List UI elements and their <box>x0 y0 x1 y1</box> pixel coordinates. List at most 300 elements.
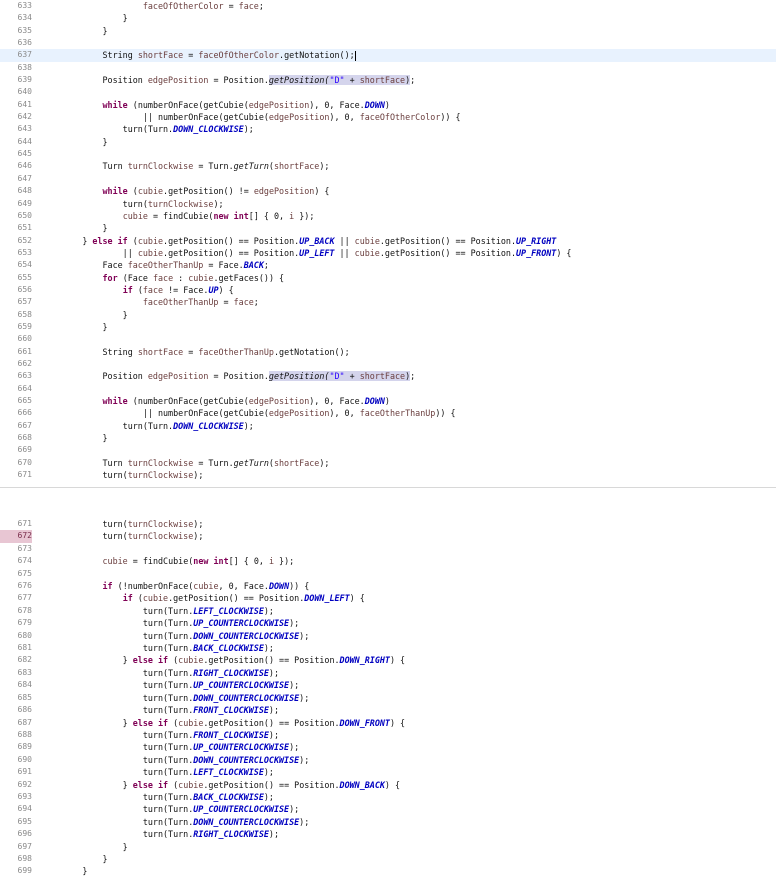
line-number: 689 <box>17 742 32 752</box>
code-text[interactable] <box>42 865 87 877</box>
code-text[interactable] <box>42 0 264 12</box>
code-token <box>42 581 103 591</box>
code-token: }); <box>274 556 295 567</box>
code-text[interactable] <box>42 284 234 296</box>
code-line[interactable] <box>0 654 776 666</box>
code-line[interactable] <box>0 704 776 716</box>
code-line[interactable] <box>0 49 776 61</box>
code-line[interactable] <box>0 432 776 444</box>
line-number: 671 <box>17 470 32 480</box>
code-line[interactable] <box>0 74 776 86</box>
code-text[interactable] <box>42 49 356 61</box>
code-token: = <box>183 346 199 357</box>
code-token: ); <box>268 705 279 716</box>
code-line[interactable] <box>0 160 776 172</box>
line-number: 655 <box>17 272 32 282</box>
code-text[interactable] <box>42 185 329 197</box>
code-line[interactable] <box>0 444 776 456</box>
code-line[interactable] <box>0 0 776 12</box>
line-number: 659 <box>17 321 32 331</box>
code-line[interactable] <box>0 395 776 407</box>
line-number: 638 <box>17 62 32 72</box>
code-token <box>42 297 143 307</box>
code-token: .getPosition() == Position. <box>163 235 300 246</box>
code-token <box>42 593 123 603</box>
code-token: BACK_CLOCKWISE <box>193 643 264 654</box>
code-token: cubie <box>354 247 380 258</box>
code-text[interactable] <box>42 704 279 716</box>
code-token: if <box>157 779 169 790</box>
code-line[interactable] <box>0 86 776 98</box>
code-text[interactable] <box>42 136 108 148</box>
code-token: ( <box>127 186 138 197</box>
code-line[interactable] <box>0 37 776 49</box>
code-token: face <box>152 272 174 283</box>
code-line[interactable] <box>0 136 776 148</box>
code-token: faceOtherThanUp <box>359 408 436 419</box>
code-token: else <box>132 655 153 666</box>
code-token: turnClockwise <box>127 531 194 542</box>
code-token: ), 0, Face. <box>309 396 365 406</box>
code-token: ); <box>268 667 279 678</box>
code-token: ) { <box>389 655 406 666</box>
code-token <box>42 556 103 566</box>
code-token: turn(Turn. <box>42 829 194 840</box>
code-line[interactable] <box>0 457 776 469</box>
code-line[interactable] <box>0 235 776 247</box>
code-token: "D" <box>329 371 345 382</box>
code-line[interactable] <box>0 555 776 567</box>
line-number: 678 <box>17 605 32 615</box>
code-token: } <box>42 655 133 666</box>
code-text[interactable] <box>42 346 350 358</box>
line-number: 658 <box>17 309 32 319</box>
code-line[interactable] <box>0 272 776 284</box>
code-token: ) <box>384 396 390 406</box>
code-text[interactable] <box>42 407 456 419</box>
code-text[interactable] <box>42 580 309 592</box>
code-line[interactable] <box>0 296 776 308</box>
code-text[interactable] <box>42 222 108 234</box>
code-token: FRONT_CLOCKWISE <box>193 705 269 716</box>
code-token: ; <box>410 371 416 382</box>
code-text[interactable] <box>42 766 274 778</box>
line-number: 690 <box>17 754 32 764</box>
code-text[interactable] <box>42 729 279 741</box>
line-number: 644 <box>17 136 32 146</box>
code-text[interactable] <box>42 816 309 828</box>
code-line[interactable] <box>0 309 776 321</box>
code-line[interactable] <box>0 605 776 617</box>
code-token: ), 0, Face. <box>309 99 365 110</box>
line-number: 685 <box>17 692 32 702</box>
code-token: ); <box>268 729 279 740</box>
code-text[interactable] <box>42 555 294 567</box>
code-text[interactable] <box>42 642 274 654</box>
code-token: shortFace <box>137 346 184 357</box>
code-line[interactable] <box>0 123 776 135</box>
code-token: DOWN_COUNTERCLOCKWISE <box>193 754 300 765</box>
code-token: )) { <box>435 408 456 419</box>
code-text[interactable] <box>42 296 259 308</box>
code-line[interactable] <box>0 865 776 877</box>
line-number: 660 <box>17 334 32 344</box>
code-line[interactable] <box>0 853 776 865</box>
code-token: ); <box>193 519 204 529</box>
code-token: turn( <box>42 470 128 481</box>
code-token: getTurn <box>233 161 269 172</box>
code-text[interactable] <box>42 741 299 753</box>
code-line[interactable] <box>0 358 776 370</box>
code-token: = findCubie( <box>127 556 194 567</box>
code-token: Turn <box>42 457 128 468</box>
code-text[interactable] <box>42 592 365 604</box>
code-line[interactable] <box>0 679 776 691</box>
code-token: ); <box>243 420 254 431</box>
code-token: turn(Turn. <box>42 605 194 616</box>
code-token: ( <box>268 161 274 172</box>
code-token: .getNotation(); <box>279 50 355 61</box>
code-token: if <box>122 284 133 295</box>
line-number: 636 <box>17 38 32 48</box>
code-token: turn( <box>42 198 148 209</box>
line-number: 668 <box>17 433 32 443</box>
code-line[interactable] <box>0 148 776 160</box>
code-line[interactable] <box>0 333 776 345</box>
code-line[interactable] <box>0 284 776 296</box>
line-number: 699 <box>17 866 32 876</box>
code-line[interactable] <box>0 580 776 592</box>
code-token: ( <box>168 779 179 790</box>
code-text[interactable] <box>42 692 309 704</box>
code-token: Turn <box>42 161 128 172</box>
code-line[interactable] <box>0 592 776 604</box>
code-text[interactable] <box>42 247 571 259</box>
code-line[interactable] <box>0 518 776 530</box>
code-token <box>42 396 103 406</box>
code-text[interactable] <box>42 779 400 791</box>
code-token: || <box>334 247 355 258</box>
code-token: new <box>193 556 209 567</box>
code-text[interactable] <box>42 259 269 271</box>
line-number: 680 <box>17 630 32 640</box>
code-token: DOWN <box>268 581 290 592</box>
code-token: shortFace <box>273 161 320 172</box>
code-text[interactable] <box>42 518 203 530</box>
code-token: } <box>42 309 128 320</box>
code-token: .getPosition() == Position. <box>203 779 340 790</box>
code-text[interactable] <box>42 272 284 284</box>
line-number: 650 <box>17 210 32 220</box>
code-token: getTurn <box>233 457 269 468</box>
code-token: = Turn. <box>193 161 234 172</box>
line-number: 691 <box>17 767 32 777</box>
line-number: 673 <box>17 543 32 553</box>
code-token: UP_FRONT <box>516 247 557 258</box>
line-number: 654 <box>17 260 32 270</box>
code-token: ; <box>263 260 269 271</box>
code-line[interactable] <box>0 198 776 210</box>
line-number: 674 <box>17 556 32 566</box>
code-token: ; <box>253 297 259 308</box>
code-text[interactable] <box>42 25 108 37</box>
code-line[interactable] <box>0 173 776 185</box>
code-text[interactable] <box>42 605 274 617</box>
line-number: 634 <box>17 13 32 23</box>
code-text[interactable] <box>42 530 203 542</box>
code-line[interactable] <box>0 62 776 74</box>
code-token: String <box>42 50 138 61</box>
code-token: int <box>233 210 249 221</box>
code-line[interactable] <box>0 617 776 629</box>
code-text[interactable] <box>42 198 224 210</box>
code-token: while <box>102 99 128 110</box>
code-token: } <box>42 223 108 234</box>
code-token: DOWN_LEFT <box>304 593 350 604</box>
code-token: .getPosition() == Position. <box>163 247 300 258</box>
code-line[interactable] <box>0 568 776 580</box>
code-token: ); <box>263 605 274 616</box>
code-token: if <box>122 593 133 604</box>
code-line[interactable] <box>0 729 776 741</box>
code-text[interactable] <box>42 395 390 407</box>
code-line[interactable] <box>0 111 776 123</box>
code-token: i <box>289 210 295 221</box>
code-token: (!numberOnFace( <box>112 581 194 592</box>
code-token: turn( <box>42 519 128 529</box>
code-token <box>42 100 103 110</box>
code-line[interactable] <box>0 692 776 704</box>
code-line[interactable] <box>0 469 776 481</box>
code-token: turnClockwise <box>127 470 194 481</box>
code-token: ( <box>132 284 143 295</box>
code-token: ); <box>299 692 310 703</box>
code-token: shortFace <box>273 457 320 468</box>
code-line[interactable] <box>0 12 776 24</box>
line-number: 698 <box>17 853 32 863</box>
code-token: } <box>42 779 133 790</box>
code-token: ); <box>243 124 254 135</box>
code-line[interactable] <box>0 754 776 766</box>
code-token: || <box>42 247 138 258</box>
code-token: while <box>102 396 128 406</box>
code-token: cubie <box>193 581 219 592</box>
code-token: .getPosition() == Position. <box>203 655 340 666</box>
code-token: ); <box>263 767 274 778</box>
code-token: .getPosition() != <box>163 186 254 197</box>
code-token: ( <box>127 235 138 246</box>
code-token: else <box>92 235 113 246</box>
code-token: DOWN_COUNTERCLOCKWISE <box>193 816 300 827</box>
code-token: turnClockwise <box>127 519 194 529</box>
code-token: turn(Turn. <box>42 630 194 641</box>
code-text[interactable] <box>42 828 279 840</box>
line-number: 640 <box>17 87 32 97</box>
code-token: cubie <box>188 272 214 283</box>
code-token: cubie <box>178 779 204 790</box>
code-text[interactable] <box>42 123 254 135</box>
code-token: turnClockwise <box>147 198 214 209</box>
code-line[interactable] <box>0 210 776 222</box>
code-text[interactable] <box>42 717 405 729</box>
code-token: Position <box>42 371 148 382</box>
code-token: cubie <box>137 247 164 258</box>
code-token: || numberOnFace(getCubie( <box>42 112 269 123</box>
code-token: turn( <box>42 531 128 542</box>
code-token: ); <box>289 742 300 753</box>
line-number: 687 <box>17 717 32 727</box>
code-line[interactable] <box>0 543 776 555</box>
line-number: 694 <box>17 804 32 814</box>
code-line[interactable] <box>0 247 776 259</box>
code-token: .getPosition() == Position. <box>203 717 340 728</box>
code-line[interactable] <box>0 667 776 679</box>
code-line[interactable] <box>0 346 776 358</box>
code-text[interactable] <box>42 12 128 24</box>
code-line[interactable] <box>0 530 776 542</box>
code-token: ; <box>258 1 264 11</box>
code-token: )) { <box>289 581 310 592</box>
code-token: if <box>157 717 169 728</box>
line-number: 688 <box>17 729 32 739</box>
code-token: ) <box>405 371 411 382</box>
code-text[interactable] <box>42 309 128 321</box>
code-line[interactable] <box>0 741 776 753</box>
code-line[interactable] <box>0 642 776 654</box>
line-number: 695 <box>17 816 32 826</box>
code-token: turn(Turn. <box>42 420 174 431</box>
code-token: for <box>102 272 118 283</box>
code-token: } <box>42 321 108 332</box>
code-text[interactable] <box>42 420 254 432</box>
code-token: RIGHT_CLOCKWISE <box>193 667 269 678</box>
code-token: = Face. <box>203 260 244 271</box>
line-number: 670 <box>17 457 32 467</box>
code-text[interactable] <box>42 791 274 803</box>
code-token: || numberOnFace(getCubie( <box>42 408 269 419</box>
code-text[interactable] <box>42 667 279 679</box>
code-text[interactable] <box>42 803 299 815</box>
line-number: 635 <box>17 25 32 35</box>
code-token: BACK_CLOCKWISE <box>193 791 264 802</box>
code-line[interactable] <box>0 222 776 234</box>
code-line[interactable] <box>0 370 776 382</box>
code-text[interactable] <box>42 321 108 333</box>
code-token: ) <box>405 75 411 86</box>
code-line[interactable] <box>0 321 776 333</box>
code-token: turn(Turn. <box>42 124 174 135</box>
code-line[interactable] <box>0 383 776 395</box>
code-line[interactable] <box>0 259 776 271</box>
code-text[interactable] <box>42 99 390 111</box>
code-token: if <box>117 235 128 246</box>
code-token: i <box>268 556 275 567</box>
line-number: 682 <box>17 655 32 665</box>
code-token: } <box>42 13 128 24</box>
code-token: new <box>213 210 229 221</box>
code-token: DOWN_CLOCKWISE <box>173 124 244 135</box>
line-number: 666 <box>17 408 32 418</box>
code-text[interactable] <box>42 841 128 853</box>
line-number: 671 <box>17 519 32 528</box>
code-token: (Face <box>117 272 153 283</box>
code-token: cubie <box>137 235 164 246</box>
code-text[interactable] <box>42 235 556 247</box>
code-token: edgePosition <box>253 186 315 197</box>
code-text[interactable] <box>42 432 108 444</box>
code-token: turn(Turn. <box>42 643 194 654</box>
code-line[interactable] <box>0 99 776 111</box>
code-line[interactable] <box>0 791 776 803</box>
code-line[interactable] <box>0 803 776 815</box>
code-line[interactable] <box>0 841 776 853</box>
code-line[interactable] <box>0 828 776 840</box>
code-text[interactable] <box>42 630 309 642</box>
code-token: UP_COUNTERCLOCKWISE <box>193 742 290 753</box>
code-token: edgePosition <box>268 408 330 419</box>
line-number: 665 <box>17 396 32 405</box>
code-text[interactable] <box>42 654 405 666</box>
code-text[interactable] <box>42 74 415 86</box>
code-text[interactable] <box>42 679 299 691</box>
code-line[interactable] <box>0 185 776 197</box>
code-token: ) { <box>389 717 406 728</box>
code-token: .getPosition() == Position. <box>168 593 305 604</box>
code-text[interactable] <box>42 210 314 222</box>
line-number: 679 <box>17 618 32 628</box>
code-line[interactable] <box>0 717 776 729</box>
code-text[interactable] <box>42 160 329 172</box>
code-text[interactable] <box>42 617 299 629</box>
code-token: ); <box>263 643 274 654</box>
line-number: 652 <box>17 235 32 245</box>
code-token: shortFace <box>137 50 184 61</box>
code-line[interactable] <box>0 779 776 791</box>
code-token: ) { <box>556 247 572 258</box>
editor-pane-bottom[interactable] <box>0 518 776 887</box>
code-token: .getFaces()) { <box>213 272 285 283</box>
code-text[interactable] <box>42 853 108 865</box>
line-number: 683 <box>17 667 32 677</box>
code-line[interactable] <box>0 630 776 642</box>
code-token: DOWN_BACK <box>339 779 385 790</box>
code-token: ( <box>168 655 179 666</box>
code-token: : <box>173 272 189 283</box>
code-text[interactable] <box>42 370 415 382</box>
code-line[interactable] <box>0 25 776 37</box>
code-token: ( <box>132 593 143 604</box>
line-number: 675 <box>17 568 32 578</box>
code-line[interactable] <box>0 420 776 432</box>
code-text[interactable] <box>42 111 461 123</box>
code-token: ( <box>268 457 274 468</box>
code-token: ) { <box>349 593 365 604</box>
line-number: 697 <box>17 841 32 851</box>
code-text[interactable] <box>42 754 309 766</box>
code-token: + <box>344 75 360 86</box>
code-line[interactable] <box>0 407 776 419</box>
code-token: int <box>213 556 229 567</box>
line-number: 672 <box>0 530 32 542</box>
code-line[interactable] <box>0 816 776 828</box>
code-token: cubie <box>102 556 128 567</box>
code-line[interactable] <box>0 766 776 778</box>
code-text[interactable] <box>42 469 203 481</box>
code-token: [] { 0, <box>228 556 269 567</box>
code-token: ); <box>263 791 274 802</box>
code-token: ) { <box>314 186 330 197</box>
code-text[interactable] <box>42 457 329 469</box>
